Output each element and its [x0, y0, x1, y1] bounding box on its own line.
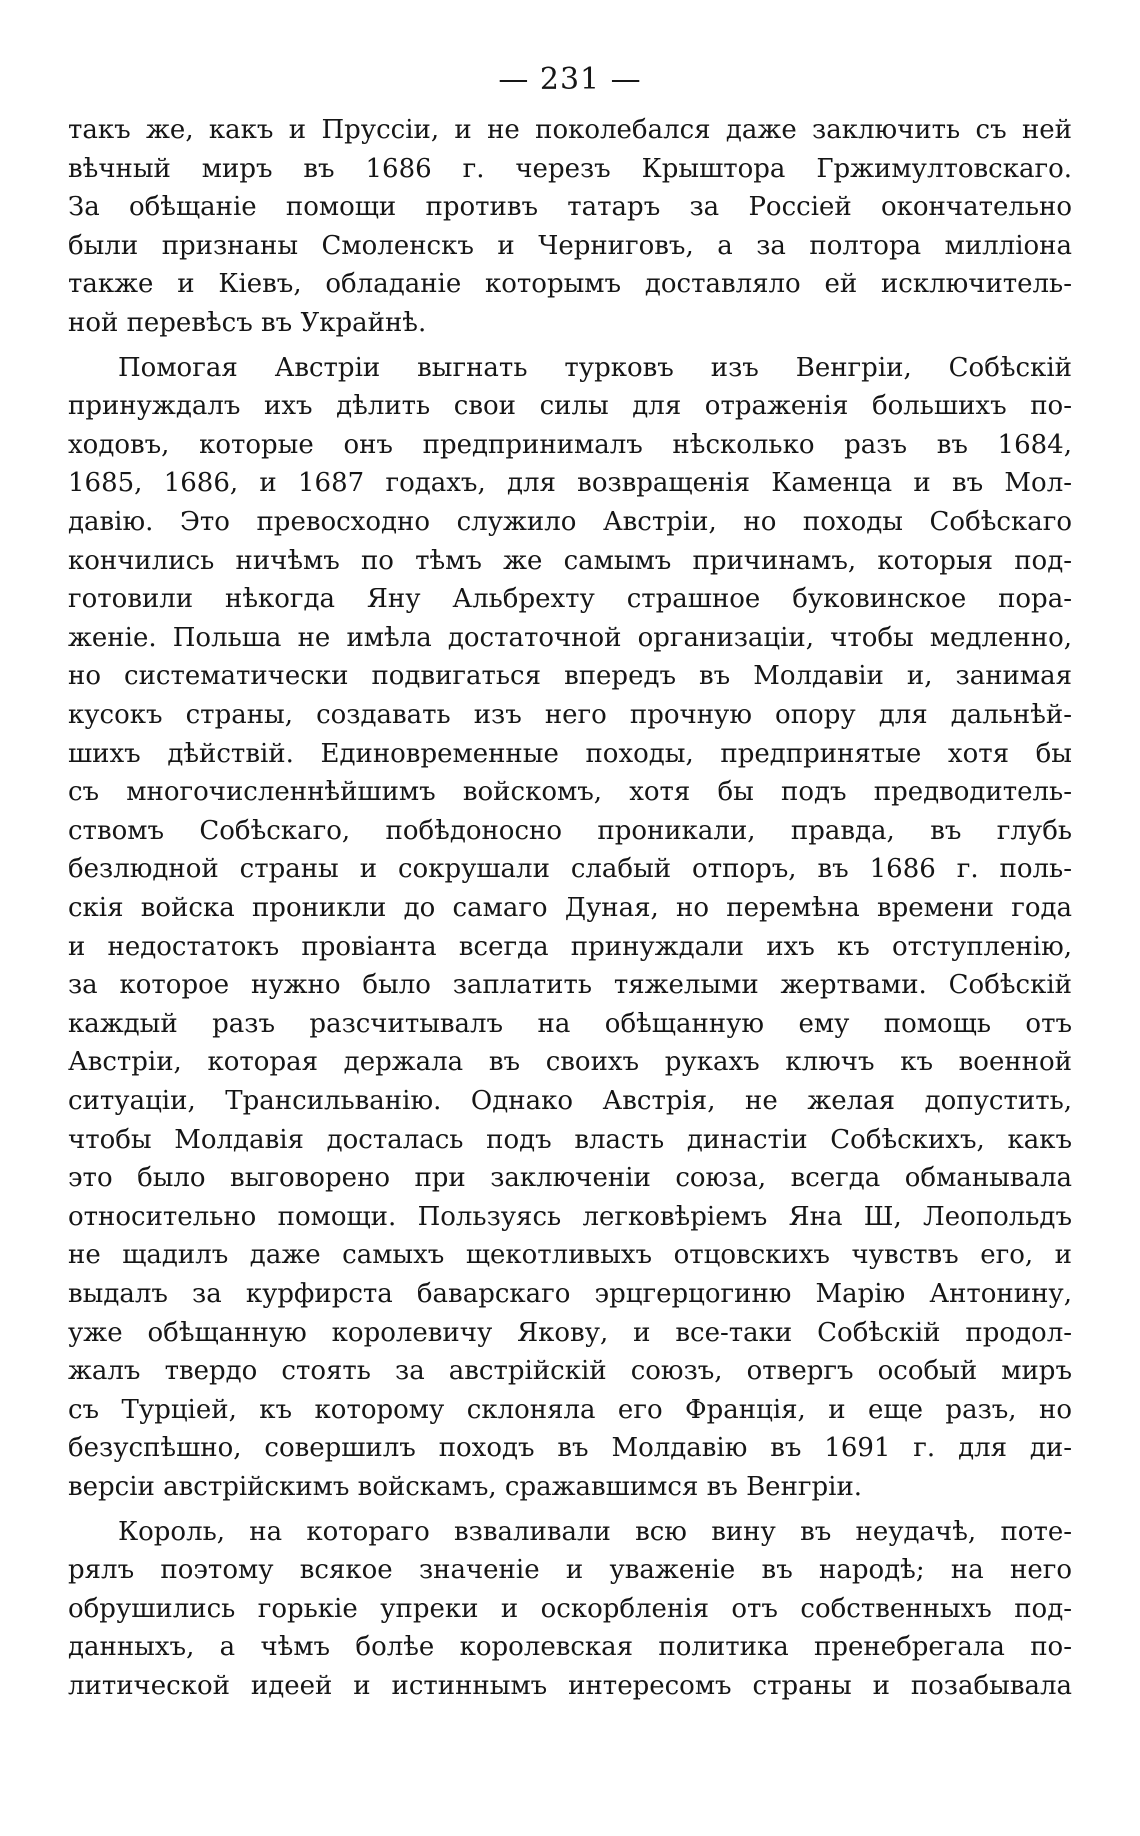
text-line: были признаны Смоленскъ и Черниговъ, а за полтора милліона [68, 231, 1072, 261]
text-line: За обѣщаніе помощи противъ татаръ за Россіей окончательно [68, 192, 1072, 222]
text-line: скія войска проникли до самаго Дуная, но перемѣна времени года [68, 893, 1072, 923]
text-line: ходовъ, которые онъ предпринималъ нѣсколько разъ въ 1684, [68, 430, 1072, 460]
text-line: давію. Это превосходно служило Австріи, но походы Собѣскаго [68, 507, 1072, 537]
text-line: Помогая Австріи выгнать турковъ изъ Венгріи, Собѣскій [118, 353, 1072, 383]
text-line: за которое нужно было заплатить тяжелыми жертвами. Собѣскій [68, 970, 1072, 1000]
text-line: безуспѣшно, совершилъ походъ въ Молдавію въ 1691 г. для ди- [68, 1433, 1072, 1463]
text-line: 1685, 1686, и 1687 годахъ, для возвращенія Каменца и въ Мол- [68, 468, 1072, 498]
text-line: готовили нѣкогда Яну Альбрехту страшное буковинское пора- [68, 584, 1072, 614]
text-line: кончились ничѣмъ по тѣмъ же самымъ причинамъ, которыя под- [68, 546, 1072, 576]
text-line: не щадилъ даже самыхъ щекотливыхъ отцовскихъ чувствъ его, и [68, 1240, 1072, 1270]
text-line: съ многочисленнѣйшимъ войскомъ, хотя бы подъ предводитель- [68, 777, 1072, 807]
text-line: данныхъ, а чѣмъ болѣе королевская политика пренебрегала по- [68, 1632, 1072, 1662]
text-line: ствомъ Собѣскаго, побѣдоносно проникали, правда, въ глубь [68, 816, 1072, 846]
text-line: версіи австрійскимъ войскамъ, сражавшимся въ Венгріи. [68, 1472, 863, 1502]
text-line: каждый разъ разсчитывалъ на обѣщанную ему помощь отъ [68, 1009, 1072, 1039]
text-line: чтобы Молдавія досталась подъ власть династіи Собѣскихъ, какъ [68, 1125, 1072, 1155]
text-line: литической идеей и истиннымъ интересомъ страны и позабывала [68, 1671, 1072, 1701]
text-line: и недостатокъ провіанта всегда принуждали ихъ къ отступленію, [68, 932, 1072, 962]
text-line: безлюдной страны и сокрушали слабый отпоръ, въ 1686 г. поль- [68, 854, 1072, 884]
text-line: принуждалъ ихъ дѣлить свои силы для отраженія большихъ по- [68, 391, 1072, 421]
text-line: Король, на котораго взваливали всю вину въ неудачѣ, поте- [118, 1517, 1072, 1547]
text-line: такъ же, какъ и Пруссіи, и не поколебался даже заключить съ ней [68, 115, 1072, 145]
text-line: это было выговорено при заключеніи союза, всегда обманывала [68, 1163, 1072, 1193]
text-line: ной перевѣсъ въ Украйнѣ. [68, 308, 427, 338]
text-line: относительно помощи. Пользуясь легковѣріемъ Яна Ш, Леопольдъ [68, 1202, 1072, 1232]
text-line: ситуаціи, Трансильванію. Однако Австрія, не желая допустить, [68, 1086, 1072, 1116]
text-line: также и Кіевъ, обладаніе которымъ доставляло ей исключитель- [68, 269, 1072, 299]
text-line: выдалъ за курфирста баварскаго эрцгерцогиню Марію Антонину, [68, 1279, 1072, 1309]
text-line: кусокъ страны, создавать изъ него прочную опору для дальнѣй- [68, 700, 1072, 730]
text-line: Австріи, которая держала въ своихъ рукахъ ключъ къ военной [68, 1047, 1072, 1077]
text-line: вѣчный миръ въ 1686 г. черезъ Крыштора Гржимултовскаго. [68, 154, 1072, 184]
text-line: рялъ поэтому всякое значеніе и уваженіе въ народѣ; на него [68, 1555, 1072, 1585]
text-line: уже обѣщанную королевичу Якову, и все-таки Собѣскій продол- [68, 1318, 1072, 1348]
text-line: женіе. Польша не имѣла достаточной организаціи, чтобы медленно, [68, 623, 1072, 653]
text-line: жалъ твердо стоять за австрійскій союзъ, отвергъ особый миръ [68, 1356, 1072, 1386]
page-number: — 231 — [498, 62, 642, 97]
text-line: съ Турціей, къ которому склоняла его Франція, и еще разъ, но [68, 1395, 1072, 1425]
text-line: но систематически подвигаться впередъ въ Молдавіи и, занимая [68, 661, 1072, 691]
text-line: шихъ дѣйствій. Единовременные походы, предпринятые хотя бы [68, 739, 1072, 769]
text-line: обрушились горькіе упреки и оскорбленія отъ собственныхъ под- [68, 1594, 1072, 1624]
